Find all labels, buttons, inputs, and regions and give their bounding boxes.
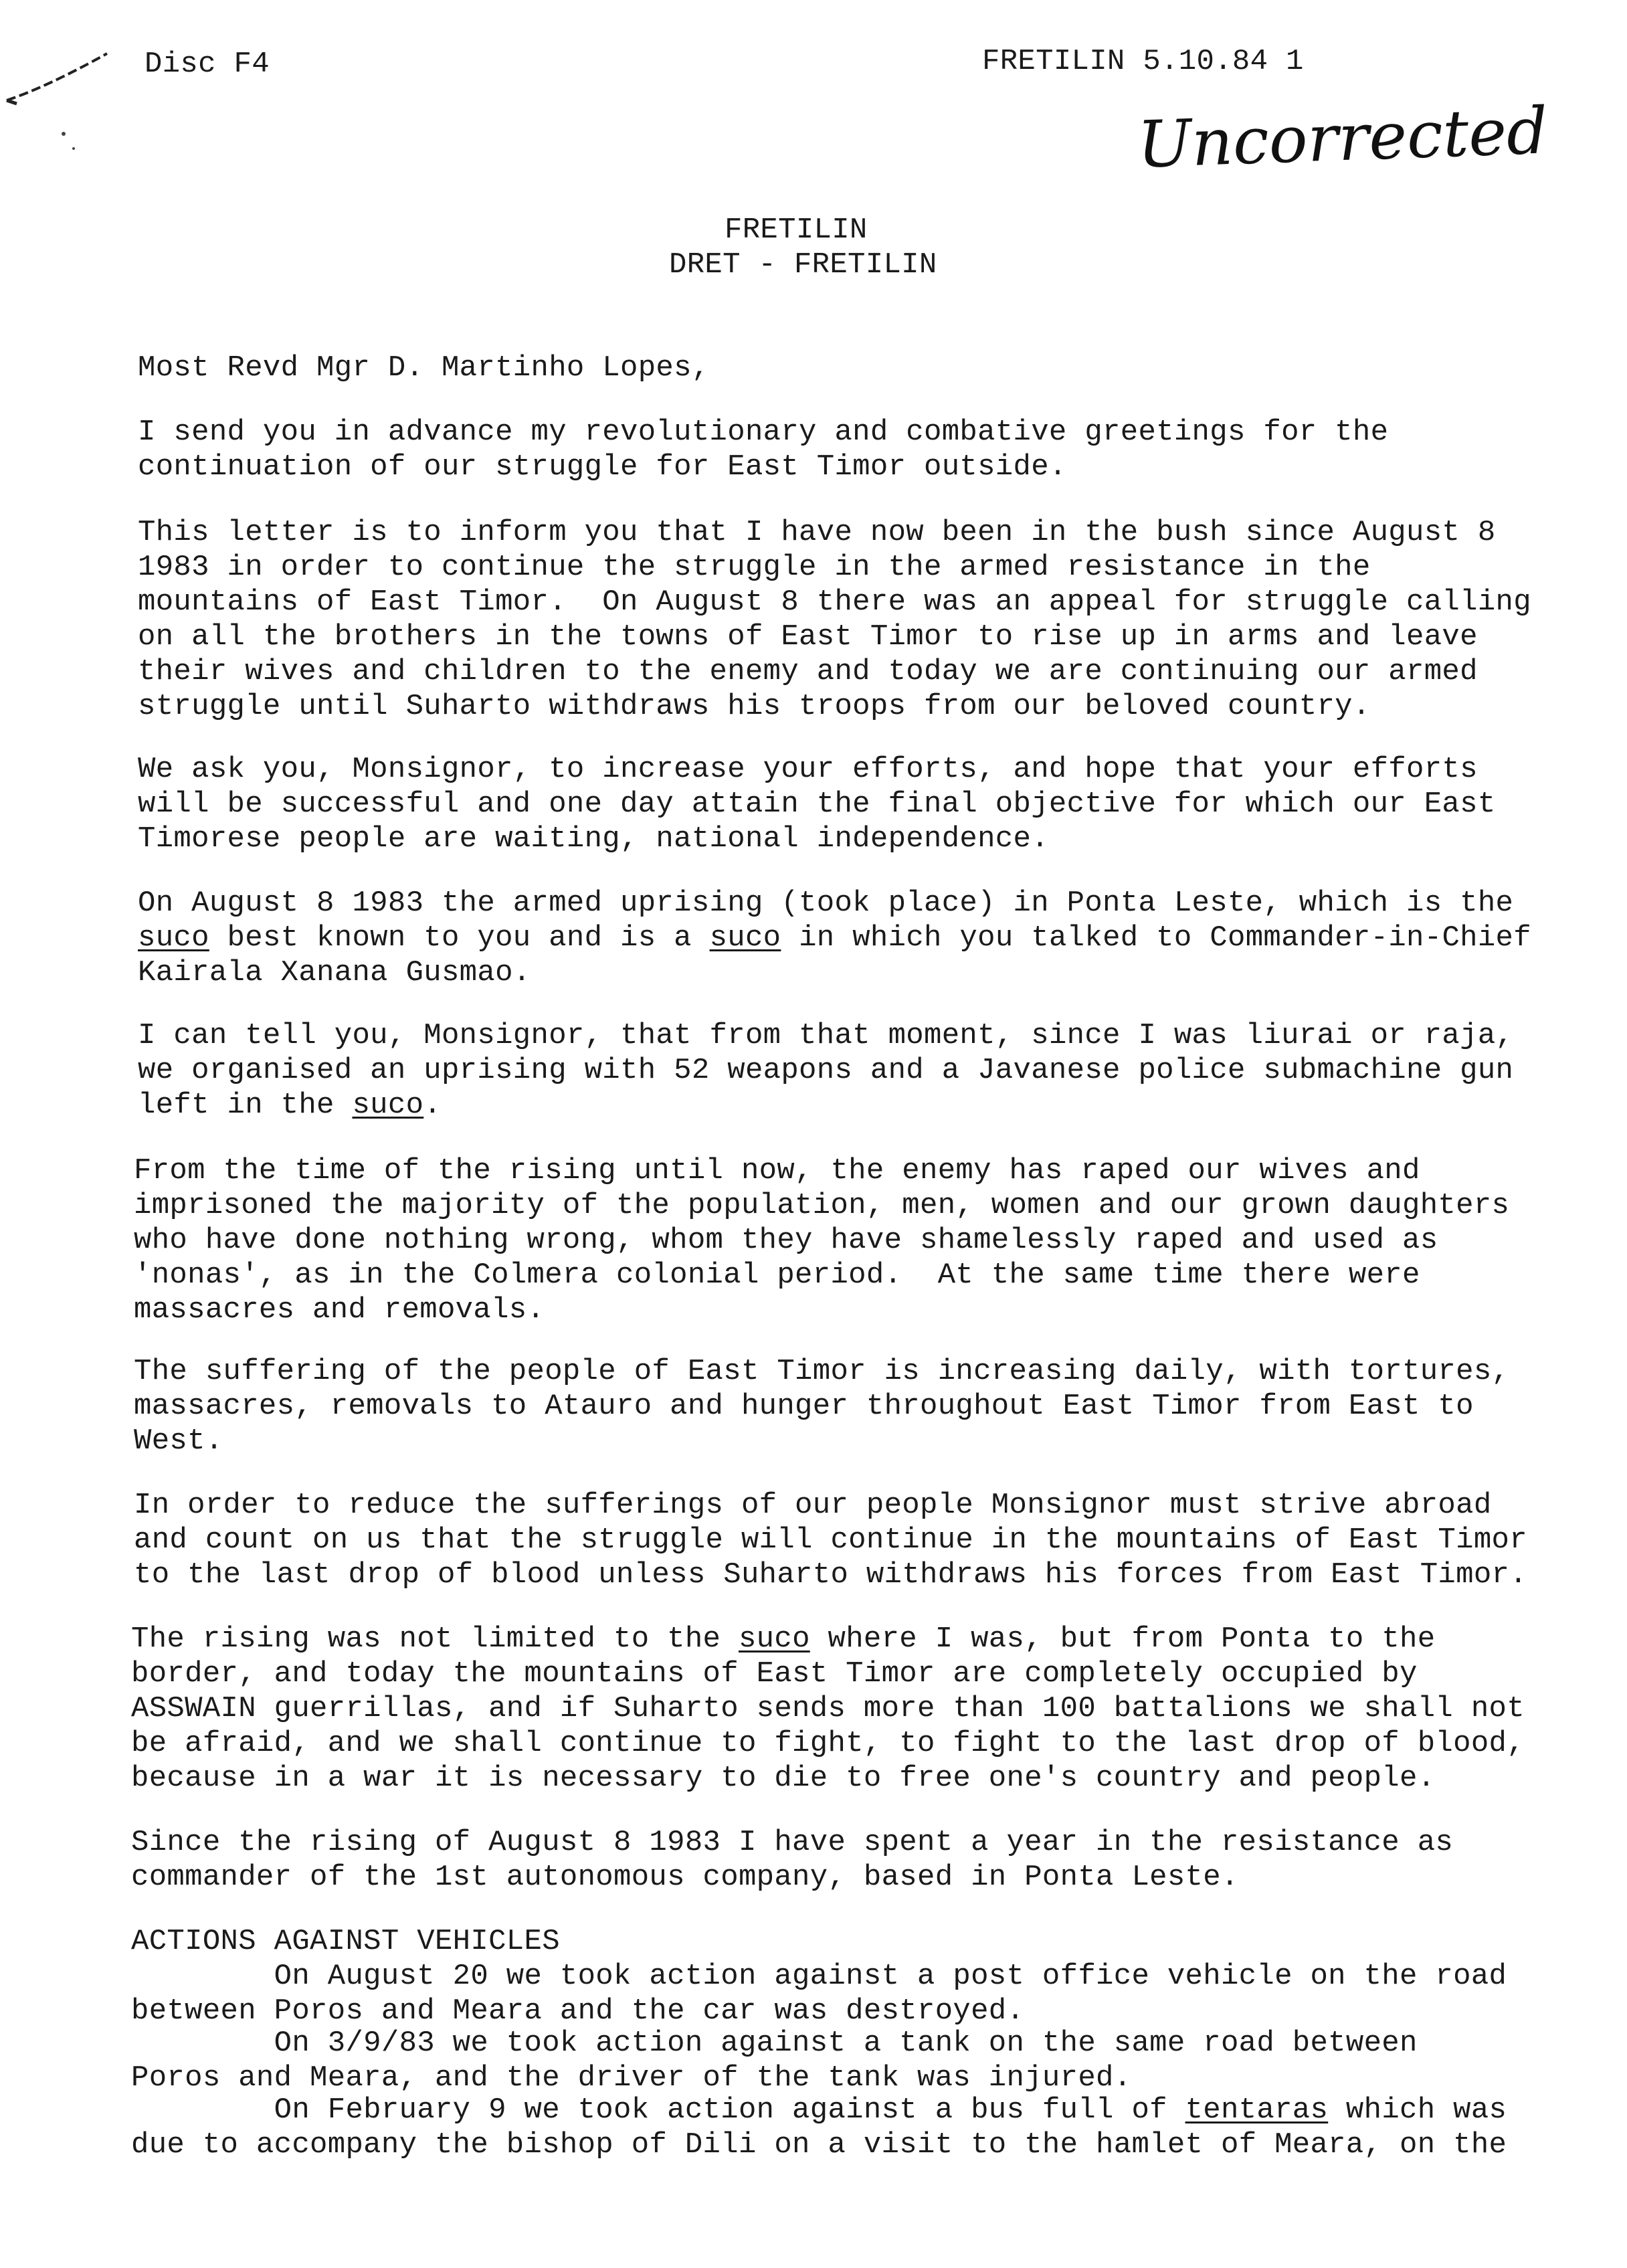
paragraph-line: border, and today the mountains of East Timor are completely occupied by <box>131 1657 1418 1691</box>
document-reference: FRETILIN 5.10.84 1 <box>982 45 1304 78</box>
pen-mark-icon <box>0 40 134 174</box>
paragraph-line: suco best known to you and is a suco in which you talked to Commander-in-Chief <box>138 921 1531 955</box>
paragraph-line: I can tell you, Monsignor, that from that moment, since I was liurai or raja, <box>138 1019 1514 1052</box>
paragraph-line: who have done nothing wrong, whom they have shamelessly raped and used as <box>134 1224 1438 1257</box>
paragraph-line: left in the suco. <box>138 1089 442 1122</box>
paragraph-line: We ask you, Monsignor, to increase your efforts, and hope that your efforts <box>138 753 1478 786</box>
paragraph-line: due to accompany the bishop of Dili on a visit to the hamlet of Meara, on the <box>131 2128 1507 2162</box>
paragraph-line: and count on us that the struggle will continue in the mountains of East Timor <box>134 1523 1527 1557</box>
underlined-term: suco <box>738 1622 810 1656</box>
paragraph-line: Poros and Meara, and the driver of the tank was injured. <box>131 2061 1132 2095</box>
paragraph-line: On August 20 we took action against a post office vehicle on the road <box>131 1960 1507 1993</box>
paragraph-line: The suffering of the people of East Timor is increasing daily, with tortures, <box>134 1355 1510 1388</box>
paragraph-line: struggle until Suharto withdraws his troops from our beloved country. <box>138 690 1371 723</box>
paragraph-line: because in a war it is necessary to die to free one's country and people. <box>131 1762 1436 1795</box>
paragraph-line: This letter is to inform you that I have now been in the bush since August 8 <box>138 516 1496 549</box>
paragraph-line: mountains of East Timor. On August 8 there was an appeal for struggle calling <box>138 585 1531 619</box>
paragraph-line: ASSWAIN guerrillas, and if Suharto sends more than 100 battalions we shall not <box>131 1692 1525 1725</box>
title-line-1: FRETILIN <box>725 213 868 247</box>
paragraph-line: On 3/9/83 we took action against a tank on the same road between <box>131 2026 1418 2060</box>
handwritten-note: Uncorrected <box>1136 93 1549 183</box>
paragraph-line: The rising was not limited to the suco where I was, but from Ponta to the <box>131 1622 1436 1656</box>
title-line-2: DRET - FRETILIN <box>669 248 937 282</box>
paragraph-line: Timorese people are waiting, national independence. <box>138 822 1049 856</box>
paragraph-line: to the last drop of blood unless Suharto withdraws his forces from East Timor. <box>134 1558 1527 1592</box>
paragraph-line: their wives and children to the enemy and today we are continuing our armed <box>138 655 1478 688</box>
paragraph-line: I send you in advance my revolutionary and combative greetings for the <box>138 415 1389 449</box>
paragraph-line: be afraid, and we shall continue to fight, to fight to the last drop of blood, <box>131 1727 1525 1760</box>
paragraph-line: massacres, removals to Atauro and hunger throughout East Timor from East to <box>134 1390 1474 1423</box>
paragraph-line: 1983 in order to continue the struggle in the armed resistance in the <box>138 551 1371 584</box>
underlined-term: suco <box>138 921 209 955</box>
paragraph-line: West. <box>134 1424 223 1458</box>
paragraph-line: In order to reduce the sufferings of our people Monsignor must strive abroad <box>134 1489 1492 1522</box>
section-heading: ACTIONS AGAINST VEHICLES <box>131 1925 560 1958</box>
paragraph-line: between Poros and Meara and the car was destroyed. <box>131 1994 1025 2028</box>
paragraph-line: on all the brothers in the towns of East Timor to rise up in arms and leave <box>138 620 1478 654</box>
paragraph-line: commander of the 1st autonomous company, based in Ponta Leste. <box>131 1861 1239 1894</box>
paragraph-line: we organised an uprising with 52 weapons and a Javanese police submachine gun <box>138 1054 1514 1087</box>
paragraph-line: On February 9 we took action against a bus full of tentaras which was <box>131 2093 1507 2127</box>
paragraph-line: Since the rising of August 8 1983 I have spent a year in the resistance as <box>131 1826 1454 1859</box>
paragraph-line: On August 8 1983 the armed uprising (took place) in Ponta Leste, which is the <box>138 886 1514 920</box>
paragraph-line: massacres and removals. <box>134 1293 545 1327</box>
paragraph-line: imprisoned the majority of the population, men, women and our grown daughters <box>134 1189 1510 1222</box>
paragraph-line: continuation of our struggle for East Timor outside. <box>138 450 1067 484</box>
paragraph-line: 'nonas', as in the Colmera colonial period. At the same time there were <box>134 1258 1420 1292</box>
paragraph-line: From the time of the rising until now, the enemy has raped our wives and <box>134 1154 1420 1188</box>
salutation: Most Revd Mgr D. Martinho Lopes, <box>138 351 710 385</box>
underlined-term: suco <box>352 1089 424 1122</box>
paragraph-line: will be successful and one day attain the final objective for which our East <box>138 787 1496 821</box>
disc-label: Disc F4 <box>145 48 270 81</box>
underlined-term: suco <box>709 921 781 955</box>
underlined-term: tentaras <box>1185 2093 1329 2127</box>
paragraph-line: Kairala Xanana Gusmao. <box>138 956 531 989</box>
